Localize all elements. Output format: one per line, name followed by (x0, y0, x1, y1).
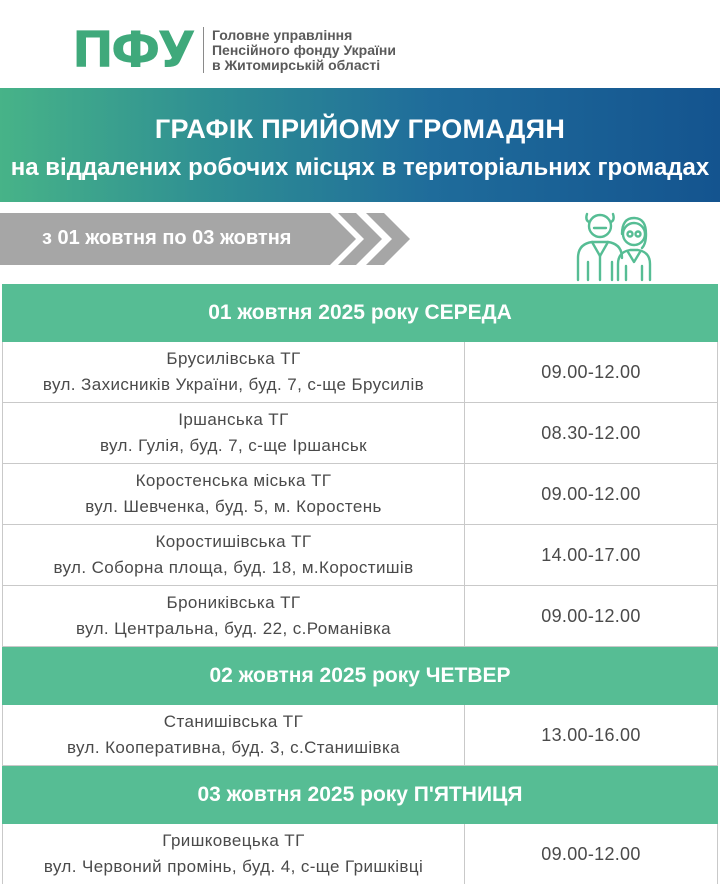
community-name: Коростишівська ТГ (155, 532, 312, 551)
address: вул. Кооперативна, буд. 3, с.Станишівка (66, 738, 401, 757)
date-range-ribbon (0, 213, 420, 265)
table-row (2, 824, 718, 884)
community-name: Станишівська ТГ (163, 712, 304, 731)
community-name: Брониківська ТГ (166, 593, 301, 612)
address: вул. Шевченка, буд. 5, м. Коростень (85, 497, 382, 516)
time-cell: 08.30-12.00 (541, 422, 641, 443)
page-subtitle: на віддалених робочих місцях в територіальних громадах (10, 154, 710, 181)
location-cell (3, 464, 465, 524)
table-row (2, 586, 718, 647)
logo-line: в Житомирській області (211, 56, 381, 73)
day-header: 03 жовтня 2025 року П'ЯТНИЦЯ (2, 766, 718, 824)
time-cell: 14.00-17.00 (541, 544, 641, 565)
address: вул. Соборна площа, буд. 18, м.Коростишів (53, 558, 414, 577)
time-cell: 09.00-12.00 (541, 361, 641, 382)
table-row (2, 403, 718, 464)
location-cell (3, 525, 465, 585)
logo-divider (203, 27, 204, 73)
time-cell: 09.00-12.00 (541, 483, 641, 504)
address: вул. Гулія, буд. 7, с-ще Іршанськ (99, 436, 368, 455)
elderly-couple-icon (570, 206, 662, 286)
address: вул. Червоний промінь, буд. 4, с-ще Гришківці (43, 857, 424, 876)
location-cell (3, 342, 465, 402)
community-name: Гришковецька ТГ (162, 831, 305, 850)
table-row (2, 525, 718, 586)
location-cell (3, 586, 465, 646)
address: вул. Захисників України, буд. 7, с-ще Брусилів (42, 375, 425, 394)
logo-mark: ПФУ (72, 21, 193, 79)
time-cell: 09.00-12.00 (541, 843, 641, 864)
time-cell: 13.00-16.00 (541, 724, 641, 745)
day-header: 01 жовтня 2025 року СЕРЕДА (2, 284, 718, 342)
date-range-label: з 01 жовтня по 03 жовтня (42, 227, 292, 249)
pfu-logo (72, 22, 396, 78)
table-row (2, 342, 718, 403)
address: вул. Центральна, буд. 22, с.Романівка (75, 619, 392, 638)
logo-line: Пенсійного фонду України (211, 41, 396, 58)
community-name: Брусилівська ТГ (166, 349, 301, 368)
location-cell (3, 403, 465, 463)
table-row (2, 464, 718, 525)
schedule-table (2, 284, 718, 884)
table-row (2, 705, 718, 766)
community-name: Коростенська міська ТГ (135, 471, 332, 490)
location-cell (3, 705, 465, 765)
day-header: 02 жовтня 2025 року ЧЕТВЕР (2, 647, 718, 705)
title-banner (0, 88, 720, 202)
page-title: ГРАФІК ПРИЙОМУ ГРОМАДЯН (154, 114, 566, 144)
community-name: Іршанська ТГ (178, 410, 289, 429)
logo-org-name (212, 28, 396, 73)
location-cell (3, 824, 465, 884)
logo-line: Головне управління (211, 26, 353, 43)
time-cell: 09.00-12.00 (541, 605, 641, 626)
